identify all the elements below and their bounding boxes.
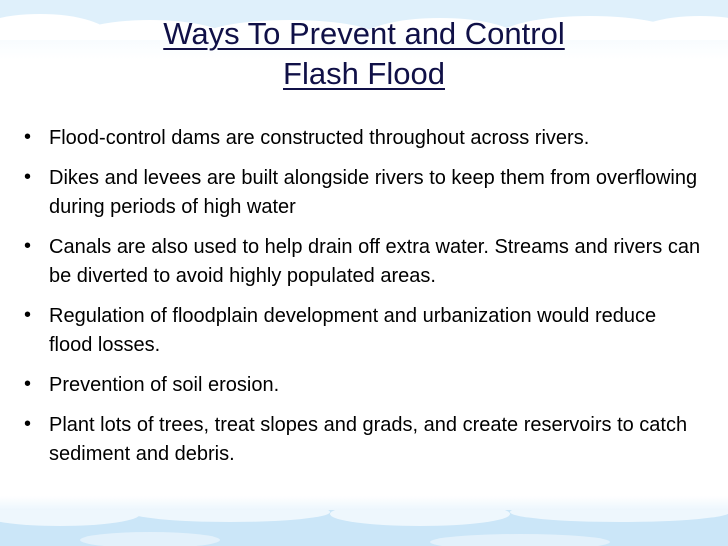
bullet-list bbox=[24, 124, 704, 480]
bullet-item: • Plant lots of trees, treat slopes and grads, and create reservoirs to catch sediment and debris. bbox=[24, 411, 704, 469]
slide-title-line-1: Ways To Prevent and Control bbox=[163, 16, 565, 51]
slide-title-line-2: Flash Flood bbox=[283, 56, 445, 91]
bullet-item: • Flood-control dams are constructed throughout across rivers. bbox=[24, 124, 704, 153]
clouds-bottom-decoration bbox=[0, 510, 728, 546]
slide-title bbox=[40, 14, 688, 94]
bullet-item: • Canals are also used to help drain off extra water. Streams and rivers can be diverted to avoid highly populated areas. bbox=[24, 233, 704, 291]
bullet-item: • Regulation of floodplain development and urbanization would reduce flood losses. bbox=[24, 302, 704, 360]
bullet-item: • Prevention of soil erosion. bbox=[24, 371, 704, 400]
bullet-item: • Dikes and levees are built alongside rivers to keep them from overflowing during periods of high water bbox=[24, 164, 704, 222]
